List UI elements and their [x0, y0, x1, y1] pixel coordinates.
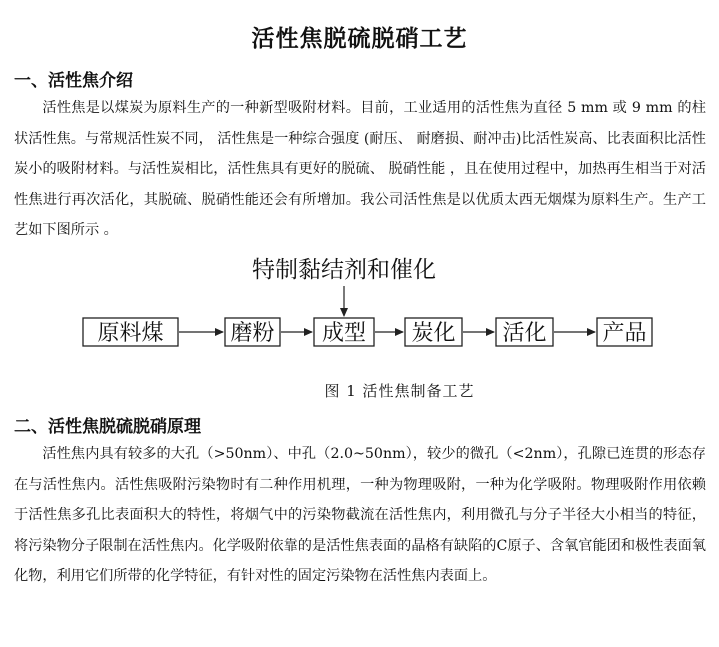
document-title: 活性焦脱硫脱硝工艺: [251, 26, 468, 52]
additive-label: 特制黏结剂和催化: [252, 257, 436, 283]
step-raw-coal-label: 原料煤: [97, 321, 164, 346]
step-grinding-label: 磨粉: [230, 321, 275, 346]
step-molding: [314, 318, 374, 346]
section-1-heading: 一、活性焦介绍: [14, 71, 133, 91]
step-grinding: [225, 318, 280, 346]
step-carbonization: [405, 318, 462, 346]
step-activation: [496, 318, 553, 346]
step-raw-coal: [83, 318, 178, 346]
step-molding-label: 成型: [321, 321, 367, 346]
process-flow-diagram: [0, 250, 719, 375]
section-1-paragraph: 活性焦是以煤炭为原料生产的一种新型吸附材料。目前，工业适用的活性焦为直径 5 mm 或 9 mm 的柱状活性焦。与常规活性炭不同， 活性焦是一种综合强度 (耐压、 耐磨损、耐冲击)比活性炭高、比表面积比活性炭小的吸附材料。与活性炭相比，活性焦具有更好的脱硫、 脱硝性能 ，且在使用过程中，加热再生相当于对活性焦进行再次活化，其脱硫、脱硝性能还会有所增加。我公司活性焦是以优质太西无烟煤为原料生产。生产工艺如下图所示 。: [14, 100, 706, 238]
section-2-paragraph: 活性焦内具有较多的大孔（>50nm）、中孔（2.0~50nm），较少的微孔（<2nm），孔隙已连贯的形态存在与活性焦内。活性焦吸附污染物时有二种作用机理，一种为物理吸附，一种为化学吸附。物理吸附作用依赖于活性焦多孔比表面积大的特性，将烟气中的污染物截流在活性焦内，利用微孔与分子半径大小相当的特征，将污染物分子限制在活性焦内。化学吸附依靠的是活性焦表面的晶格有缺陷的C原子、含氧官能团和极性表面氧化物，利用它们所带的化学特征，有针对性的固定污染物在活性焦内表面上。: [14, 446, 706, 584]
section-2-heading: 二、活性焦脱硫脱硝原理: [14, 417, 201, 437]
step-product: [597, 318, 652, 346]
step-product-label: 产品: [602, 321, 647, 346]
step-carbonization-label: 炭化: [411, 321, 456, 346]
figure-caption: 图 1 活性焦制备工艺: [324, 382, 475, 400]
step-activation-label: 活化: [502, 321, 547, 346]
